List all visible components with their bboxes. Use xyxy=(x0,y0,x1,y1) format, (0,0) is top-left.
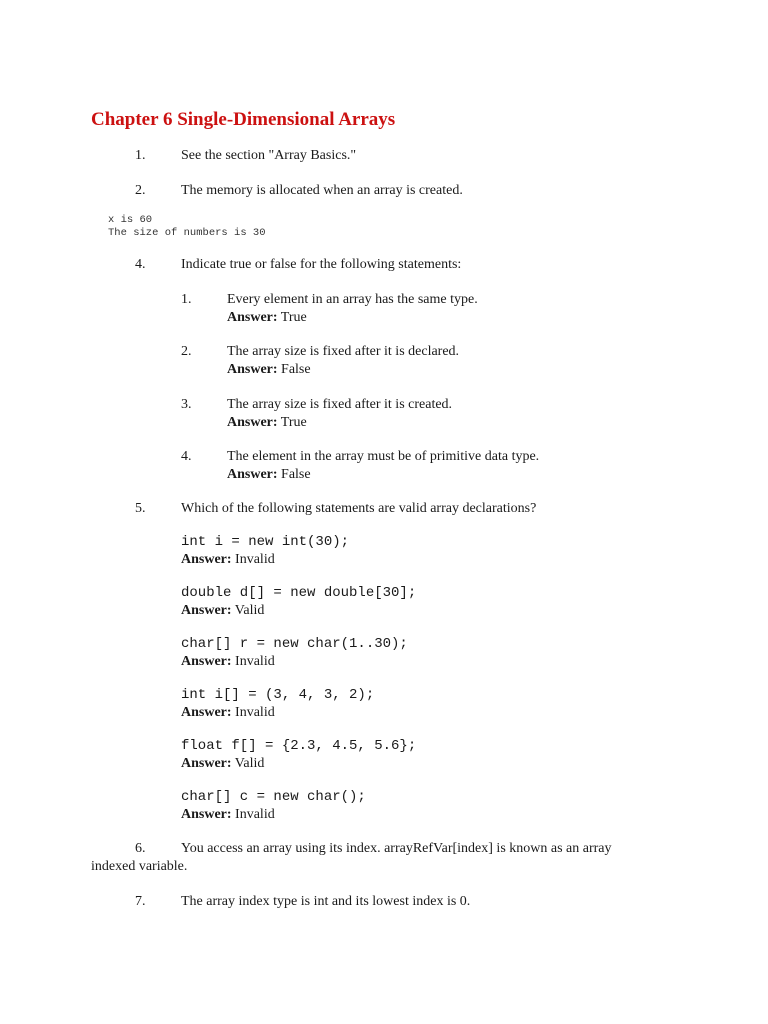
answer-label: Answer: xyxy=(181,552,232,567)
answer-label: Answer: xyxy=(181,807,232,822)
answer-label: Answer: xyxy=(227,310,278,325)
item-number: 2. xyxy=(135,183,146,198)
output-line: The size of numbers is 30 xyxy=(108,227,266,239)
answer-value: Invalid xyxy=(235,654,275,669)
item-number: 6. xyxy=(135,841,146,856)
answer-line xyxy=(181,807,275,823)
code-line: float f[] = {2.3, 4.5, 5.6}; xyxy=(181,738,417,754)
item-text: Indicate true or false for the following statements: xyxy=(181,257,462,272)
answer-line xyxy=(181,705,275,721)
answer-line xyxy=(181,552,275,568)
output-line: x is 60 xyxy=(108,214,153,226)
answer-line xyxy=(181,756,264,772)
item-text: The array index type is int and its lowest index is 0. xyxy=(181,894,471,909)
subitem-number: 3. xyxy=(181,397,192,412)
answer-label: Answer: xyxy=(227,467,278,482)
answer-line xyxy=(181,654,275,670)
item-text: The memory is allocated when an array is created. xyxy=(181,183,463,198)
answer-line xyxy=(227,467,311,483)
chapter-title: Chapter 6 Single-Dimensional Arrays xyxy=(91,109,396,130)
answer-label: Answer: xyxy=(181,603,232,618)
answer-value: Valid xyxy=(234,603,265,618)
answer-label: Answer: xyxy=(227,362,278,377)
item-number: 4. xyxy=(135,257,146,272)
item-number: 5. xyxy=(135,501,146,516)
item-text: Which of the following statements are valid array declarations? xyxy=(181,501,537,516)
answer-label: Answer: xyxy=(181,654,232,669)
answer-value: True xyxy=(280,415,307,430)
subitem-number: 1. xyxy=(181,292,192,307)
answer-line xyxy=(227,415,307,431)
code-line: char[] r = new char(1..30); xyxy=(181,636,408,652)
answer-value: False xyxy=(281,467,311,482)
subitem-text: Every element in an array has the same type. xyxy=(227,292,478,307)
answer-value: True xyxy=(280,310,307,325)
code-line: int i = new int(30); xyxy=(181,534,350,550)
answer-label: Answer: xyxy=(181,756,232,771)
subitem-text: The array size is fixed after it is created. xyxy=(227,397,453,412)
subitem-number: 4. xyxy=(181,449,192,464)
item-text-continued: indexed variable. xyxy=(91,859,188,874)
code-line: double d[] = new double[30]; xyxy=(181,585,417,601)
answer-line xyxy=(181,603,264,619)
answer-line xyxy=(227,362,311,378)
item-text: You access an array using its index. arrayRefVar[index] is known as an array xyxy=(181,841,612,856)
answer-value: Invalid xyxy=(235,552,275,567)
answer-label: Answer: xyxy=(227,415,278,430)
answer-line xyxy=(227,310,307,326)
answer-value: Valid xyxy=(234,756,265,771)
item-text: See the section "Array Basics." xyxy=(181,148,357,163)
answer-value: Invalid xyxy=(235,807,275,822)
code-line: char[] c = new char(); xyxy=(181,789,366,805)
item-number: 1. xyxy=(135,148,146,163)
answer-value: False xyxy=(281,362,311,377)
subitem-text: The element in the array must be of primitive data type. xyxy=(227,449,540,464)
item-number: 7. xyxy=(135,894,146,909)
code-line: int i[] = (3, 4, 3, 2); xyxy=(181,687,375,703)
answer-value: Invalid xyxy=(235,705,275,720)
answer-label: Answer: xyxy=(181,705,232,720)
subitem-number: 2. xyxy=(181,344,192,359)
subitem-text: The array size is fixed after it is declared. xyxy=(227,344,460,359)
